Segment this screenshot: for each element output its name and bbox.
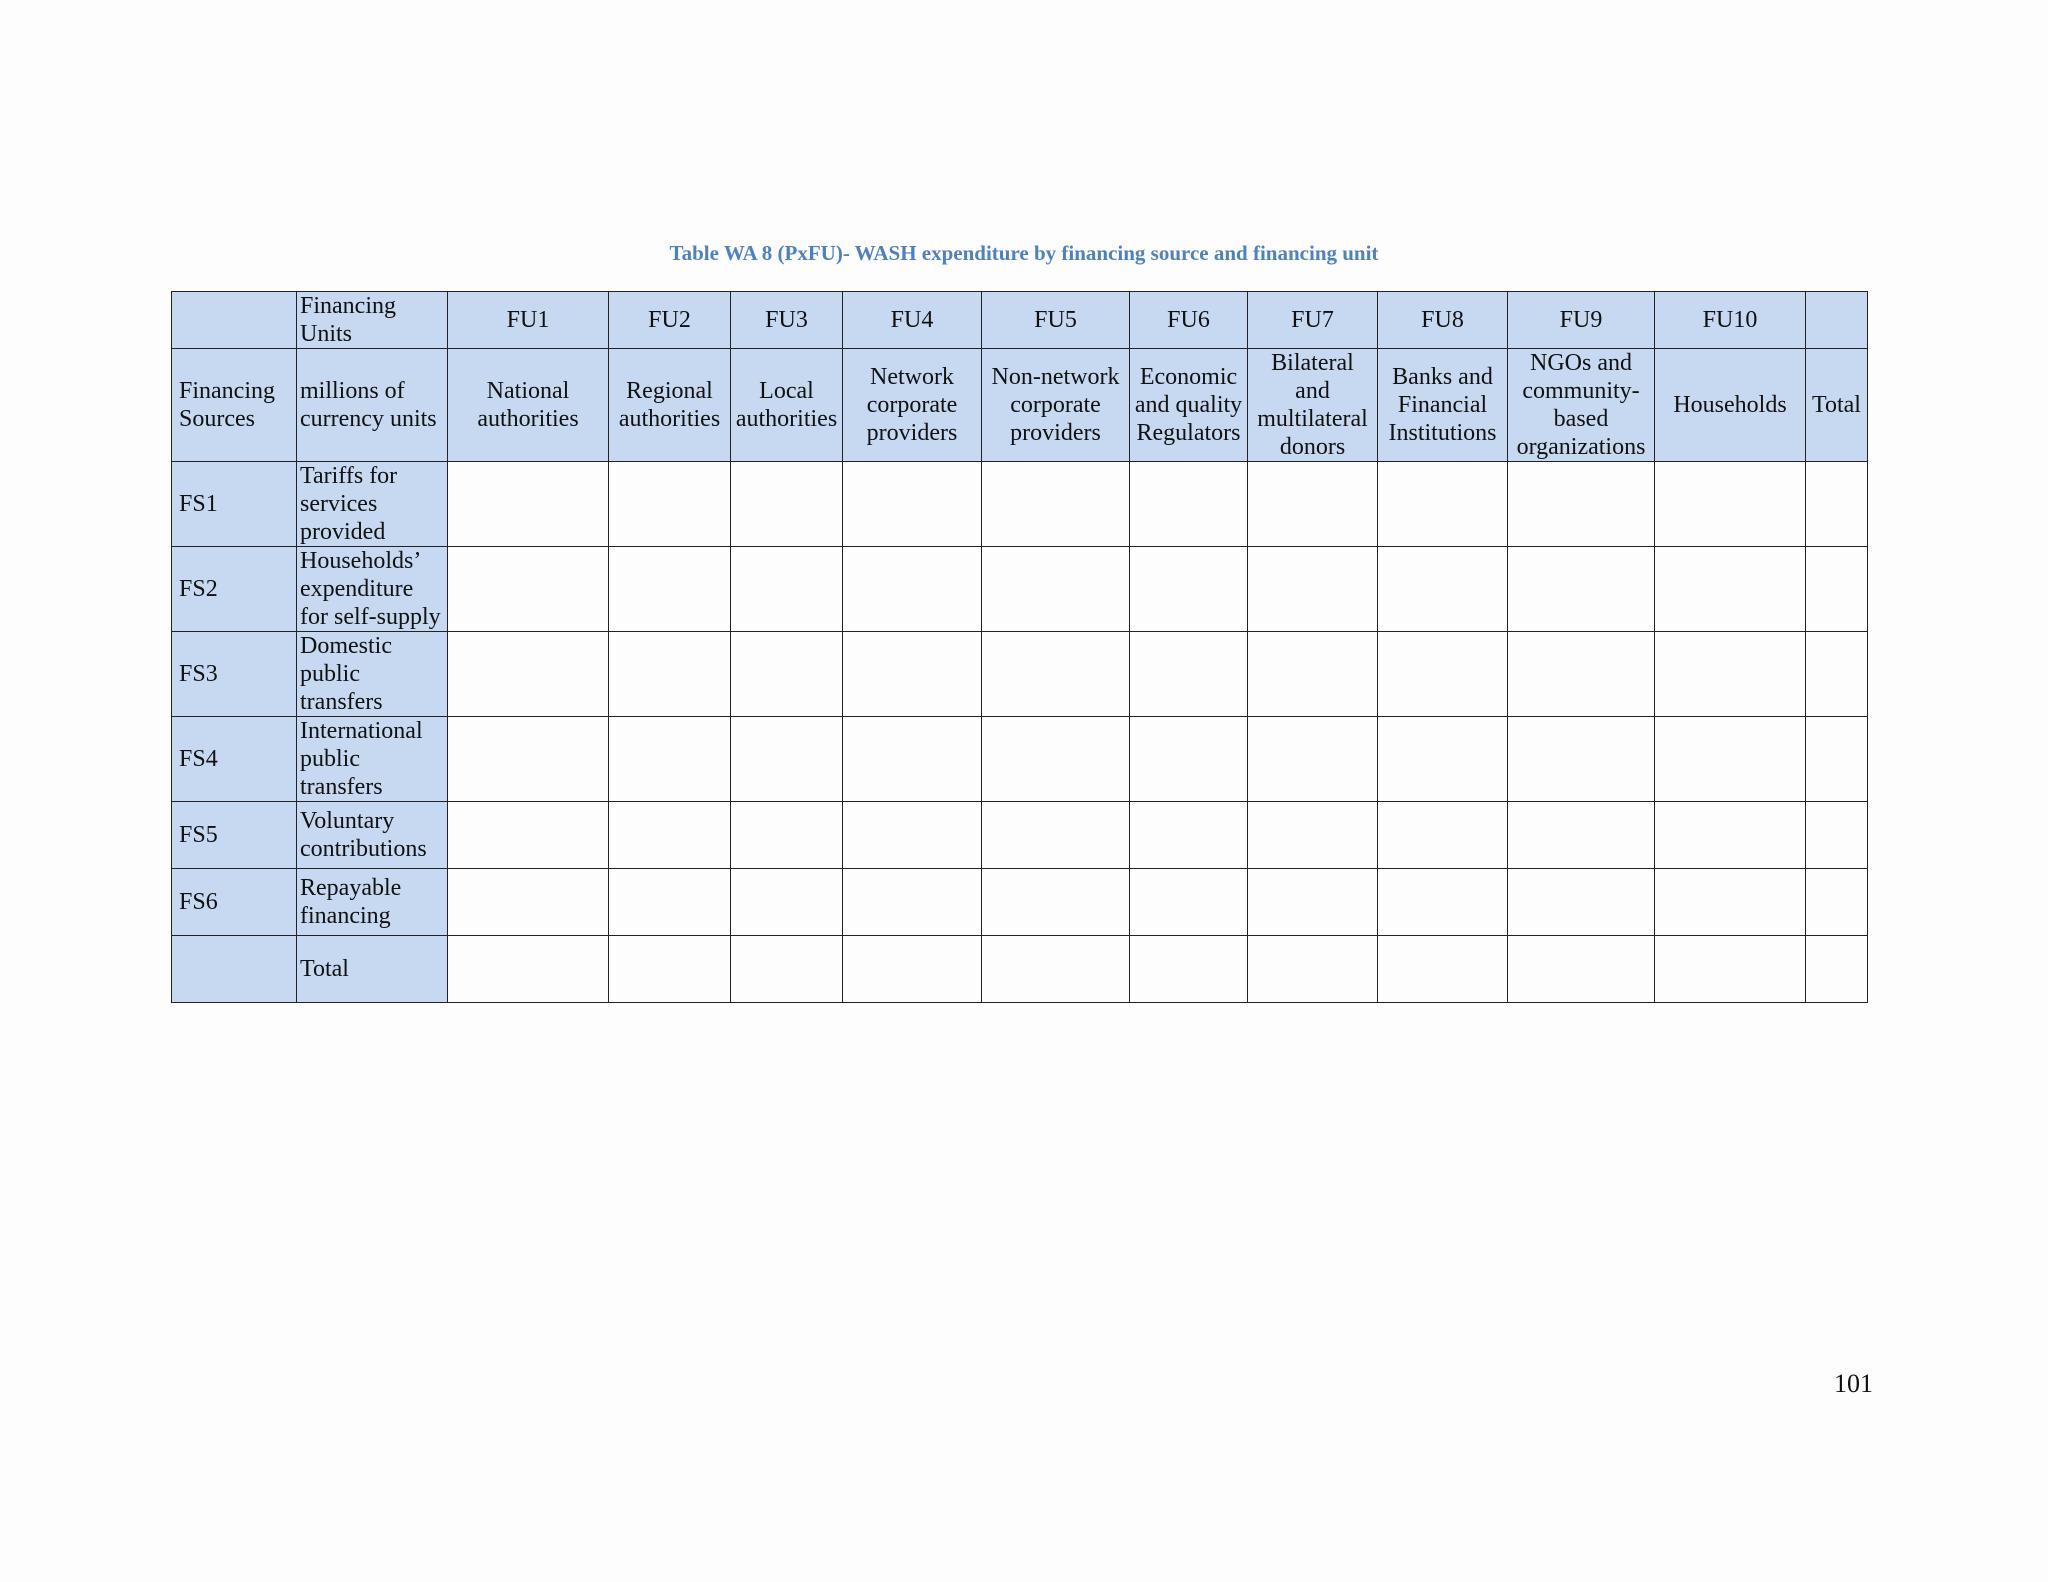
data-cell: [1248, 462, 1378, 547]
data-cell: [982, 717, 1130, 802]
header-row-codes: [172, 292, 1868, 349]
data-cell: [1508, 802, 1655, 869]
column-code: FU10: [1655, 292, 1806, 349]
data-cell: [1378, 632, 1508, 717]
data-cell: [1130, 547, 1248, 632]
column-name: Total: [1806, 349, 1868, 462]
header-row-names: [172, 349, 1868, 462]
data-cell: [843, 547, 982, 632]
data-cell: [843, 936, 982, 1003]
data-cell: [843, 869, 982, 936]
data-cell: [982, 462, 1130, 547]
row-code: FS2: [172, 547, 297, 632]
column-code: FU3: [731, 292, 843, 349]
data-cell: [1378, 869, 1508, 936]
data-cell: [1806, 547, 1868, 632]
column-code: FU1: [448, 292, 609, 349]
row-code: FS6: [172, 869, 297, 936]
column-name: Economic and quality Regulators: [1130, 349, 1248, 462]
data-cell: [731, 632, 843, 717]
column-code: FU2: [609, 292, 731, 349]
data-cell: [1248, 547, 1378, 632]
data-cell: [1378, 802, 1508, 869]
column-code: FU4: [843, 292, 982, 349]
data-cell: [1508, 936, 1655, 1003]
data-cell: [448, 869, 609, 936]
data-cell: [1130, 802, 1248, 869]
table-row: [172, 632, 1868, 717]
data-cell: [1248, 717, 1378, 802]
row-label: International public transfers: [297, 717, 448, 802]
data-cell: [1248, 632, 1378, 717]
data-cell: [1806, 869, 1868, 936]
data-cell: [448, 547, 609, 632]
column-name: Households: [1655, 349, 1806, 462]
row-code: FS1: [172, 462, 297, 547]
data-cell: [1508, 462, 1655, 547]
expenditure-table: [171, 291, 1868, 1003]
data-cell: [1130, 869, 1248, 936]
data-cell: [1806, 632, 1868, 717]
data-cell: [1508, 717, 1655, 802]
data-cell: [1130, 936, 1248, 1003]
data-cell: [1508, 869, 1655, 936]
column-name: Non-network corporate providers: [982, 349, 1130, 462]
data-cell: [1655, 632, 1806, 717]
row-code: FS4: [172, 717, 297, 802]
financing-units-label: Financing Units: [297, 292, 448, 349]
data-cell: [982, 802, 1130, 869]
table-row: [172, 547, 1868, 632]
column-code: [1806, 292, 1868, 349]
row-label: Total: [297, 936, 448, 1003]
data-cell: [982, 936, 1130, 1003]
data-cell: [731, 462, 843, 547]
data-cell: [1378, 462, 1508, 547]
data-cell: [731, 869, 843, 936]
column-code: FU6: [1130, 292, 1248, 349]
data-cell: [1378, 547, 1508, 632]
data-cell: [609, 802, 731, 869]
data-cell: [1378, 936, 1508, 1003]
data-cell: [1508, 632, 1655, 717]
data-cell: [1655, 717, 1806, 802]
corner-cell: [172, 292, 297, 349]
table-title: Table WA 8 (PxFU)- WASH expenditure by financing source and financing unit: [669, 241, 1379, 265]
column-code: FU7: [1248, 292, 1378, 349]
data-cell: [843, 632, 982, 717]
data-cell: [448, 936, 609, 1003]
column-code: FU8: [1378, 292, 1508, 349]
data-cell: [1508, 547, 1655, 632]
table-row: [172, 462, 1868, 547]
row-code: FS3: [172, 632, 297, 717]
row-label: Domestic public transfers: [297, 632, 448, 717]
data-cell: [1378, 717, 1508, 802]
row-label: Repayable financing: [297, 869, 448, 936]
page-number: 101: [1834, 1369, 1873, 1398]
data-cell: [982, 869, 1130, 936]
data-cell: [448, 717, 609, 802]
table-row: [172, 802, 1868, 869]
data-cell: [609, 869, 731, 936]
data-cell: [609, 547, 731, 632]
data-cell: [1248, 869, 1378, 936]
data-cell: [982, 547, 1130, 632]
data-cell: [843, 462, 982, 547]
data-cell: [843, 802, 982, 869]
data-cell: [609, 717, 731, 802]
data-cell: [1655, 936, 1806, 1003]
table-row: [172, 717, 1868, 802]
data-cell: [1655, 802, 1806, 869]
data-cell: [1806, 462, 1868, 547]
column-name: National authorities: [448, 349, 609, 462]
data-cell: [448, 632, 609, 717]
column-code: FU9: [1508, 292, 1655, 349]
total-row: [172, 936, 1868, 1003]
data-cell: [448, 802, 609, 869]
data-cell: [1806, 936, 1868, 1003]
data-cell: [609, 936, 731, 1003]
data-cell: [731, 717, 843, 802]
data-cell: [609, 632, 731, 717]
table-row: [172, 869, 1868, 936]
data-cell: [731, 802, 843, 869]
row-code: FS5: [172, 802, 297, 869]
data-cell: [1655, 869, 1806, 936]
data-cell: [843, 717, 982, 802]
data-cell: [1248, 936, 1378, 1003]
column-code: FU5: [982, 292, 1130, 349]
data-cell: [448, 462, 609, 547]
row-code: [172, 936, 297, 1003]
data-cell: [1655, 462, 1806, 547]
column-name: Network corporate providers: [843, 349, 982, 462]
data-cell: [1248, 802, 1378, 869]
data-cell: [1806, 717, 1868, 802]
column-name: Banks and Financial Institutions: [1378, 349, 1508, 462]
data-cell: [1806, 802, 1868, 869]
column-name: Regional authorities: [609, 349, 731, 462]
row-label: Tariffs for services provided: [297, 462, 448, 547]
data-cell: [1655, 547, 1806, 632]
data-cell: [1130, 462, 1248, 547]
financing-sources-label: Financing Sources: [172, 349, 297, 462]
data-cell: [731, 547, 843, 632]
data-cell: [731, 936, 843, 1003]
column-name: NGOs and community-based organizations: [1508, 349, 1655, 462]
data-cell: [1130, 632, 1248, 717]
data-cell: [609, 462, 731, 547]
unit-label: millions of currency units: [297, 349, 448, 462]
row-label: Voluntary contributions: [297, 802, 448, 869]
column-name: Local authorities: [731, 349, 843, 462]
row-label: Households’ expenditure for self-supply: [297, 547, 448, 632]
data-cell: [982, 632, 1130, 717]
data-cell: [1130, 717, 1248, 802]
column-name: Bilateral and multilateral donors: [1248, 349, 1378, 462]
